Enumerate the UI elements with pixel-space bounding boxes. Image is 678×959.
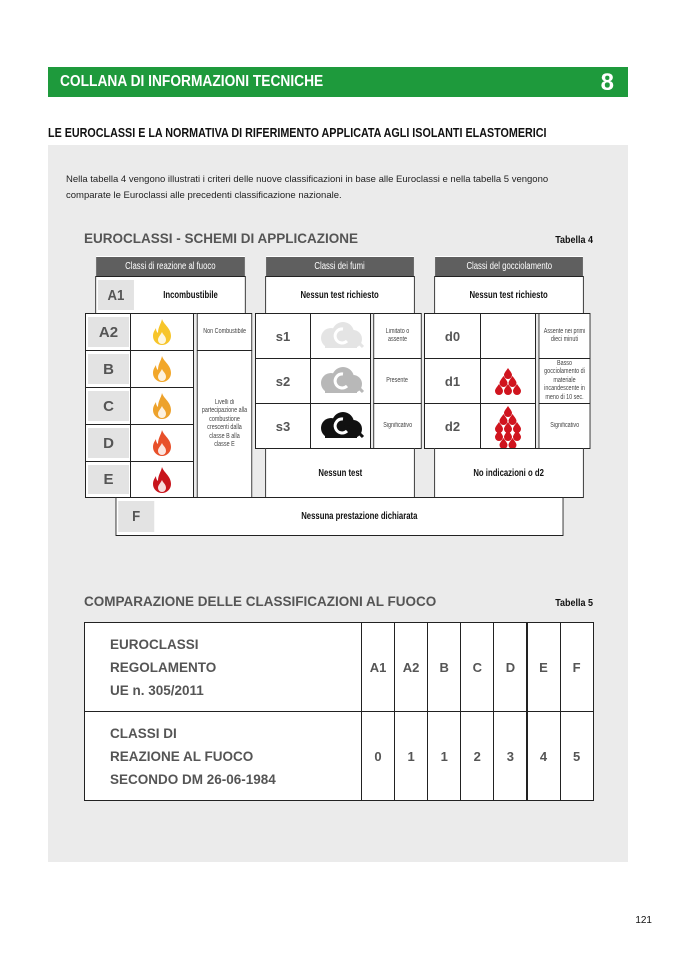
drip-icon-cell xyxy=(480,403,536,449)
smoke-code-text: s3 xyxy=(275,418,291,434)
section-header xyxy=(48,67,628,97)
smoke-no-test-row-text: Nessun test xyxy=(318,467,362,479)
euroclass-cell xyxy=(493,622,527,712)
flame-icon xyxy=(151,392,173,420)
dm-class-cell xyxy=(460,711,494,801)
euroclass-cell-text: A2 xyxy=(402,659,420,675)
dm-class-cell-text: 3 xyxy=(506,748,514,764)
smoke-code xyxy=(255,313,311,359)
header-drip xyxy=(434,256,584,277)
drip-icon xyxy=(493,404,523,448)
euroclass-cell xyxy=(560,622,594,712)
class-cell xyxy=(85,387,131,425)
drip-code-text: d1 xyxy=(444,373,461,389)
flame-cell xyxy=(130,350,194,388)
label-line: EUROCLASSI xyxy=(110,637,199,652)
smoke-no-test-text: Nessun test richiesto xyxy=(300,289,380,301)
dm-class-cell-text: 0 xyxy=(374,748,382,764)
drip-desc xyxy=(539,403,591,449)
dm-class-cell-text: 5 xyxy=(572,748,581,764)
class-label: C xyxy=(88,391,129,421)
label-line: CLASSI DI xyxy=(110,726,177,741)
drip-no-test-text: Nessun test richiesto xyxy=(469,289,549,301)
class-cell xyxy=(85,424,131,462)
drip-code xyxy=(424,403,481,449)
smoke-desc xyxy=(373,403,421,449)
drip-code xyxy=(424,358,481,404)
class-cell xyxy=(85,313,131,351)
euroclass-cell xyxy=(460,622,494,712)
drip-icon xyxy=(493,366,523,396)
smoke-icon-cell xyxy=(310,403,371,449)
page-subtitle: LE EUROCLASSI E LA NORMATIVA DI RIFERIMENTO APPLICATA AGLI ISOLANTI ELASTOMERICI xyxy=(48,126,547,140)
table4-label: Tabella 4 xyxy=(555,235,593,246)
class-label: F xyxy=(118,501,154,532)
flame-icon xyxy=(151,429,173,457)
smoke-icon xyxy=(317,366,365,396)
row2-label xyxy=(84,711,362,801)
drip-no-indication xyxy=(434,448,584,498)
drip-code-text: d0 xyxy=(444,328,461,344)
drip-desc-text: Assente nei primi dieci minuti xyxy=(543,327,586,343)
euroclass-cell-text: D xyxy=(505,659,516,675)
label-line: REGOLAMENTO xyxy=(110,660,217,675)
euroclass-cell xyxy=(527,622,561,712)
drip-no-test xyxy=(434,276,584,314)
smoke-desc-text: Presente xyxy=(386,376,409,384)
page-number: 121 xyxy=(635,915,652,926)
row-a1 xyxy=(95,276,245,314)
dm-class-cell xyxy=(394,711,428,801)
dm-class-cell-text: 1 xyxy=(407,748,415,764)
dm-class-cell xyxy=(361,711,395,801)
a1-text: Incombustibile xyxy=(162,289,218,301)
drip-desc xyxy=(539,358,591,404)
flame-cell xyxy=(130,313,194,351)
class-label: E xyxy=(88,465,129,494)
levels-desc-text: Livelli di partecipazione alla combustione crescenti dalla classe B alla classe E xyxy=(201,398,248,448)
class-label: D xyxy=(88,428,129,458)
drip-code-text: d2 xyxy=(444,418,461,434)
smoke-code xyxy=(255,403,311,449)
table4-title: EUROCLASSI - SCHEMI DI APPLICAZIONE xyxy=(84,231,359,246)
section-number: 8 xyxy=(600,69,614,96)
row-f xyxy=(116,497,564,536)
dm-class-cell xyxy=(560,711,594,801)
drip-code xyxy=(424,313,481,359)
dm-class-cell-text: 1 xyxy=(440,748,448,764)
smoke-desc xyxy=(373,313,421,359)
smoke-icon-cell xyxy=(310,358,371,404)
dm-class-cell xyxy=(493,711,527,801)
smoke-icon xyxy=(317,411,365,441)
smoke-icon-cell xyxy=(310,313,371,359)
drip-desc xyxy=(539,313,591,359)
class-label: B xyxy=(88,354,129,384)
header-smoke xyxy=(265,256,415,277)
euroclass-cell-text: E xyxy=(539,659,548,675)
drip-no-indication-text: No indicazioni o d2 xyxy=(473,467,545,479)
dm-class-cell xyxy=(527,711,561,801)
flame-cell xyxy=(130,461,194,498)
smoke-desc-text: Significativo xyxy=(383,421,412,429)
smoke-desc-text: Limitato o assente xyxy=(385,327,410,343)
drip-desc-text: Significativo xyxy=(550,421,579,429)
header-reaction xyxy=(95,256,245,277)
row1-label xyxy=(84,622,362,712)
flame-icon xyxy=(151,355,173,383)
a2-desc-text: Non Combustibile xyxy=(203,327,246,335)
euroclass-cell xyxy=(427,622,461,712)
drip-icon-cell xyxy=(480,313,536,359)
f-text: Nessuna prestazione dichiarata xyxy=(301,511,418,522)
levels-desc xyxy=(197,350,252,498)
smoke-code xyxy=(255,358,311,404)
class-label: A2 xyxy=(88,317,129,347)
section-title: COLLANA DI INFORMAZIONI TECNICHE xyxy=(60,73,324,90)
flame-icon xyxy=(151,318,173,346)
label-line: UE n. 305/2011 xyxy=(110,683,204,698)
flame-cell xyxy=(130,387,194,425)
smoke-icon xyxy=(317,321,365,351)
euroclass-cell-text: A1 xyxy=(369,659,387,675)
class-cell xyxy=(85,461,131,498)
dm-class-cell-text: 4 xyxy=(539,748,548,764)
euroclass-cell xyxy=(394,622,428,712)
class-label: A1 xyxy=(98,280,134,310)
drip-icon-cell xyxy=(480,358,536,404)
dm-class-cell xyxy=(427,711,461,801)
header-drip-text: Classi del gocciolamento xyxy=(466,261,552,272)
euroclass-cell xyxy=(361,622,395,712)
euroclass-cell-text: B xyxy=(439,659,449,675)
label-line: SECONDO DM 26-06-1984 xyxy=(110,772,276,787)
header-reaction-text: Classi di reazione al fuoco xyxy=(125,261,216,272)
smoke-desc xyxy=(373,358,421,404)
class-cell xyxy=(85,350,131,388)
table5-title: COMPARAZIONE DELLE CLASSIFICAZIONI AL FUOCO xyxy=(84,594,437,609)
smoke-no-test-row xyxy=(265,448,415,498)
flame-icon xyxy=(151,466,173,494)
smoke-code-text: s2 xyxy=(275,373,291,389)
table5-label: Tabella 5 xyxy=(555,598,593,609)
smoke-no-test xyxy=(265,276,415,314)
smoke-code-text: s1 xyxy=(275,328,291,344)
intro-text: Nella tabella 4 vengono illustrati i criteri delle nuove classificazioni in base alle Euroclassi e nella tabella 5 vengono comparate le Euroclassi alle precedenti classificazione nazionale. xyxy=(66,174,549,201)
euroclass-cell-text: C xyxy=(472,659,482,675)
drip-desc-text: Basso gocciolamento di materiale incandescente in meno di 10 sec. xyxy=(544,359,585,401)
flame-cell xyxy=(130,424,194,462)
dm-class-cell-text: 2 xyxy=(473,748,481,764)
label-line: REAZIONE AL FUOCO xyxy=(110,749,254,764)
euroclass-cell-text: F xyxy=(572,659,581,675)
header-smoke-text: Classi dei fumi xyxy=(314,261,366,272)
a2-desc xyxy=(197,313,252,351)
